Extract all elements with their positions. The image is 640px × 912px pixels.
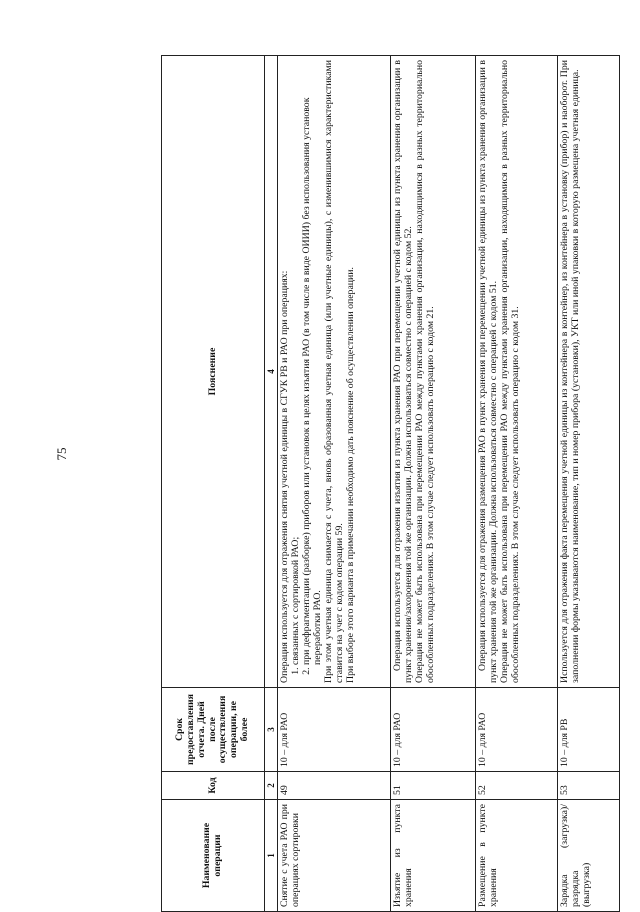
operation-explanation [476,56,558,688]
operation-name: Размещение в пункте хранения [476,800,558,912]
report-term: 10 – для РВ [558,688,620,772]
table-row [476,56,558,912]
list-item: 2. при дефрагментации (разборке) приборов или установок в целях изъятия РАО (в том числе в виде ОИИИ) без использования установок переработки РАО. [302,60,324,665]
explanation-paragraph: Операция используется для отражения снятия учетной единицы в СГУК РВ и РАО при операциях: [279,270,290,683]
column-number: 3 [265,688,278,772]
table-row [391,56,476,912]
operation-code: 51 [391,772,476,800]
explanation-paragraph: При этом учетная единица снимается с учета, вновь образованная учетная единица (или учетные единицы), с изменившимися характеристиками ставится на учет с кодом операции 59. [322,60,345,683]
header-operation-name: Наименование операции [162,800,265,912]
operation-explanation [278,56,391,688]
column-number: 2 [265,772,278,800]
operation-name-line: Зарядка (загрузка)/разрядка [559,804,581,907]
operation-code: 53 [558,772,620,800]
explanation-paragraph: При выборе этого варианта в примечании необходимо дать пояснение об осуществлении операции. [344,267,356,683]
explanation-paragraph: Операция не может быть использована при перемещении РАО между пунктами хранения организации, находящимися в разных территориально обособленных подразделениях. В этом случае следует использовать операцию с кодом 31. [498,60,521,683]
operations-table-sheet [161,56,592,912]
header-explanation: Пояснение [162,56,265,688]
operation-name: Изъятие из пункта хранения [391,800,476,912]
operation-name-line: (выгрузка) [580,862,592,907]
report-term: 10 – для РАО [278,688,391,772]
operations-table [161,55,620,912]
operation-name: Снятие с учета РАО при операциях сортировки [278,800,391,912]
explanation-paragraph: Операция используется для отражения размещения РАО в пункт хранения при перемещении учетной единицы из пункта хранения организации в пункт хранения той же организации. Должна использоваться совместно с операцией с кодом 51. [477,60,499,683]
operation-code: 52 [476,772,558,800]
table-row [558,56,620,912]
report-term: 10 – для РАО [391,688,476,772]
operation-explanation [391,56,476,688]
page-number: 75 [54,447,69,461]
table-row [278,56,391,912]
explanation-list [291,60,324,683]
explanation-paragraph: Операция не может быть использована при перемещении РАО между пунктами хранения организации, находящимися в разных территориально обособленных подразделениях. В этом случае следует использовать операцию с кодом 21. [413,60,436,683]
header-code: Код [162,772,265,800]
operation-explanation [558,56,620,688]
operation-code: 49 [278,772,391,800]
explanation-paragraph: Используется для отражения факта перемещения учетной единицы из контейнера в контейнер, из контейнера в установку (прибор) и наоборот. При заполнении формы указываются наименование, тип и номер прибора (установки), УКТ или иной упаковки в которую размещена учетная единица. [559,60,581,683]
column-number: 4 [265,56,278,688]
explanation-paragraph: Операция используется для отражения изъятия из пункта хранения РАО при перемещении учетной единицы из пункта хранения организации в пункт хранения/захоронения той же организации. Должна использоваться совместно с операцией с кодом 52. [392,60,414,683]
column-number: 1 [265,800,278,912]
list-item: 1. связанных с сортировкой РАО; [291,60,302,665]
operation-name [558,800,620,912]
header-report-term: Срок предоставления отчета. Дней после осуществления операции, не более [162,688,265,772]
report-term: 10 – для РАО [476,688,558,772]
